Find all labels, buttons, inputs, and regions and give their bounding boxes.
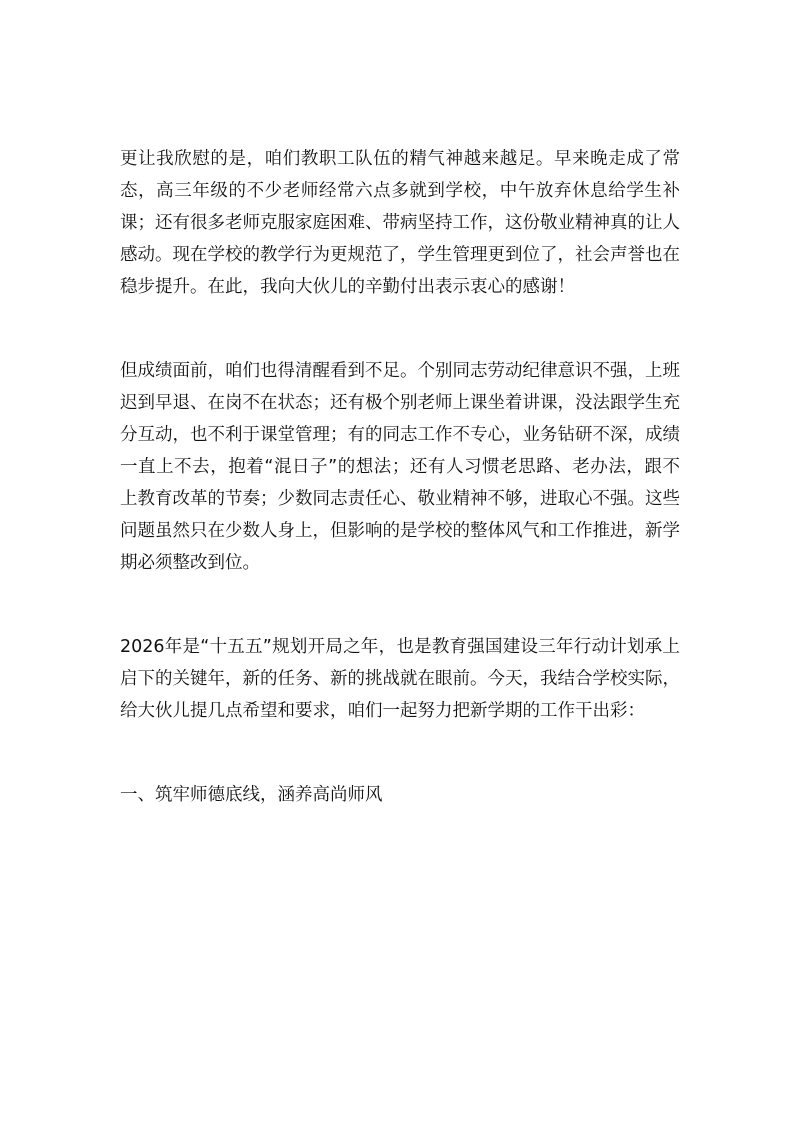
document-body: [120, 143, 680, 811]
section-heading: 一、筑牢师德底线，涵养高尚师风: [120, 785, 383, 805]
paragraph-staff-spirit: 更让我欣慰的是，咱们教职工队伍的精气神越来越足。早来晚走成了常态，高三年级的不少老师经常六点多就到学校，中午放弃休息给学生补课；还有很多老师克服家庭困难、带病坚持工作，这份敬业精神真的让人感动。现在学校的教学行为更规范了，学生管理更到位了，社会声誉也在稳步提升。在此，我向大伙儿的辛勤付出表示衷心的感谢！: [120, 149, 680, 297]
paragraph-shortcomings: 但成绩面前，咱们也得清醒看到不足。个别同志劳动纪律意识不强，上班迟到早退、在岗不在状态；还有极个别老师上课坐着讲课，没法跟学生充分互动，也不利于课堂管理；有的同志工作不专心，业务钻研不深，成绩一直上不去，抱着“混日子”的想法；还有人习惯老思路、老办法，跟不上教育改革的节奏；少数同志责任心、敬业精神不够，进取心不强。这些问题虽然只在少数人身上，但影响的是学校的整体风气和工作推进，新学期必须整改到位。: [120, 361, 680, 573]
paragraph-new-semester: 2026年是“十五五”规划开局之年，也是教育强国建设三年行动计划承上启下的关键年，新的任务、新的挑战就在眼前。今天，我结合学校实际，给大伙儿提几点希望和要求，咱们一起努力把新学期的工作干出彩：: [120, 637, 680, 721]
